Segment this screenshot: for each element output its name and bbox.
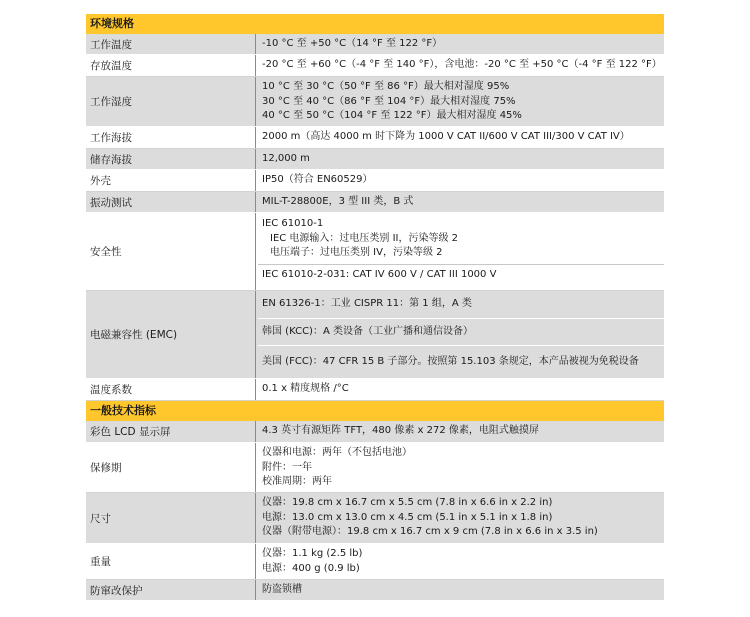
spec-value-line: 仪器：1.1 kg (2.5 lb) <box>262 548 363 559</box>
spec-label: 防窜改保护 <box>86 580 256 600</box>
spec-value-line: -10 °C 至 +50 °C（14 °F 至 122 °F） <box>262 38 443 49</box>
spec-row-dimensions <box>86 493 664 544</box>
spec-value <box>258 149 664 170</box>
spec-row-enclosure <box>86 170 664 192</box>
section-header-environment: 环境规格 <box>86 14 664 34</box>
spec-value-line: MIL-T-28800E，3 型 III 类，B 式 <box>262 196 414 207</box>
spec-value <box>258 213 664 285</box>
spec-value-line: 电源：400 g (0.9 lb) <box>262 562 360 574</box>
spec-value-line: 仪器和电源：两年（不包括电池） <box>262 447 412 458</box>
spec-label: 重量 <box>86 544 256 579</box>
spec-value-line: 12,000 m <box>262 153 310 164</box>
spec-value-line: IEC 61010-2-031: CAT IV 600 V / CAT III 1000 V <box>262 268 497 280</box>
spec-row-temp-coefficient <box>86 379 664 401</box>
spec-value-line: 校准周期：两年 <box>262 476 332 487</box>
spec-value <box>258 55 664 76</box>
spec-value-line: IEC 电源输入：过电压类别 II，污染等级 2 <box>270 232 459 244</box>
spec-row-storage-altitude <box>86 149 664 170</box>
spec-table <box>86 14 664 601</box>
spec-value <box>258 544 664 579</box>
spec-value-line: 4.3 英寸有源矩阵 TFT，480 像素 x 272 像素，电阻式触摸屏 <box>262 425 539 436</box>
spec-label: 温度系数 <box>86 379 256 400</box>
spec-row-warranty <box>86 443 664 493</box>
spec-row-vibration <box>86 192 664 213</box>
spec-label: 振动测试 <box>86 192 256 212</box>
spec-value-line: IEC 61010-1 <box>262 218 324 229</box>
spec-row-operating-altitude <box>86 127 664 149</box>
spec-row-operating-humidity <box>86 77 664 127</box>
spec-label: 工作海拔 <box>86 127 256 148</box>
spec-label: 电磁兼容性 (EMC) <box>86 291 256 378</box>
spec-value-line: -20 °C 至 +60 °C（-4 °F 至 140 °F），含电池：-20 °C 至 +50 °C（-4 °F 至 122 °F） <box>262 59 662 70</box>
spec-label: 工作湿度 <box>86 77 256 126</box>
spec-value <box>258 77 664 127</box>
spec-label: 工作温度 <box>86 34 256 54</box>
spec-value-line: 30 °C 至 40 °C（86 °F 至 104 °F）最大相对湿度 75% <box>262 95 516 107</box>
spec-row-tamper-protection <box>86 580 664 601</box>
spec-value-line: 40 °C 至 50 °C（104 °F 至 122 °F）最大相对湿度 45% <box>262 110 522 121</box>
spec-label: 安全性 <box>86 213 256 290</box>
spec-value-line: 韩国 (KCC)：A 类设备（工业广播和通信设备） <box>262 325 473 337</box>
spec-row-lcd <box>86 421 664 443</box>
spec-row-weight <box>86 544 664 580</box>
spec-value <box>258 291 664 373</box>
spec-value <box>258 580 664 601</box>
spec-value-line: 电压端子：过电压类别 IV，污染等级 2 <box>270 247 443 258</box>
spec-label: 存放温度 <box>86 55 256 76</box>
spec-value-line: 仪器（附带电源）：19.8 cm x 16.7 cm x 9 cm (7.8 in x 6.6 in x 3.5 in) <box>262 526 598 537</box>
spec-value <box>258 192 664 213</box>
spec-row-safety <box>86 213 664 291</box>
spec-row-emc <box>86 291 664 379</box>
spec-value-line: EN 61326-1：工业 CISPR 11：第 1 组，A 类 <box>262 298 472 309</box>
spec-label: 尺寸 <box>86 493 256 543</box>
spec-label: 保修期 <box>86 443 256 492</box>
spec-value <box>258 443 664 493</box>
spec-row-storage-temp <box>86 55 664 77</box>
spec-value <box>258 493 664 543</box>
sub-divider <box>258 345 664 346</box>
sub-divider <box>258 318 664 319</box>
spec-value-line: 电源：13.0 cm x 13.0 cm x 4.5 cm (5.1 in x 5.1 in x 1.8 in) <box>262 511 553 523</box>
spec-value-line: 防盗锁槽 <box>262 584 302 595</box>
spec-row-operating-temp <box>86 34 664 55</box>
spec-value <box>258 34 664 55</box>
section-header-general: 一般技术指标 <box>86 401 664 421</box>
spec-value <box>258 379 664 400</box>
spec-value <box>258 127 664 148</box>
spec-value-line: 10 °C 至 30 °C（50 °F 至 86 °F）最大相对湿度 95% <box>262 81 510 92</box>
spec-label: 储存海拔 <box>86 149 256 169</box>
spec-value-line: IP50（符合 EN60529） <box>262 174 373 185</box>
spec-value-line: 0.1 x 精度规格 /°C <box>262 383 349 394</box>
spec-value <box>258 170 664 191</box>
spec-value-line: 仪器：19.8 cm x 16.7 cm x 5.5 cm (7.8 in x 6.6 in x 2.2 in) <box>262 497 553 508</box>
sub-divider <box>258 264 664 265</box>
spec-value-line: 2000 m（高达 4000 m 时下降为 1000 V CAT II/600 V CAT III/300 V CAT IV） <box>262 131 630 142</box>
spec-value-line: 附件：一年 <box>262 461 312 473</box>
spec-value-line: 美国 (FCC)：47 CFR 15 B 子部分。按照第 15.103 条规定，本产品被视为免税设备 <box>262 356 639 367</box>
spec-value <box>258 421 664 442</box>
spec-label: 彩色 LCD 显示屏 <box>86 421 256 442</box>
spec-label: 外壳 <box>86 170 256 191</box>
